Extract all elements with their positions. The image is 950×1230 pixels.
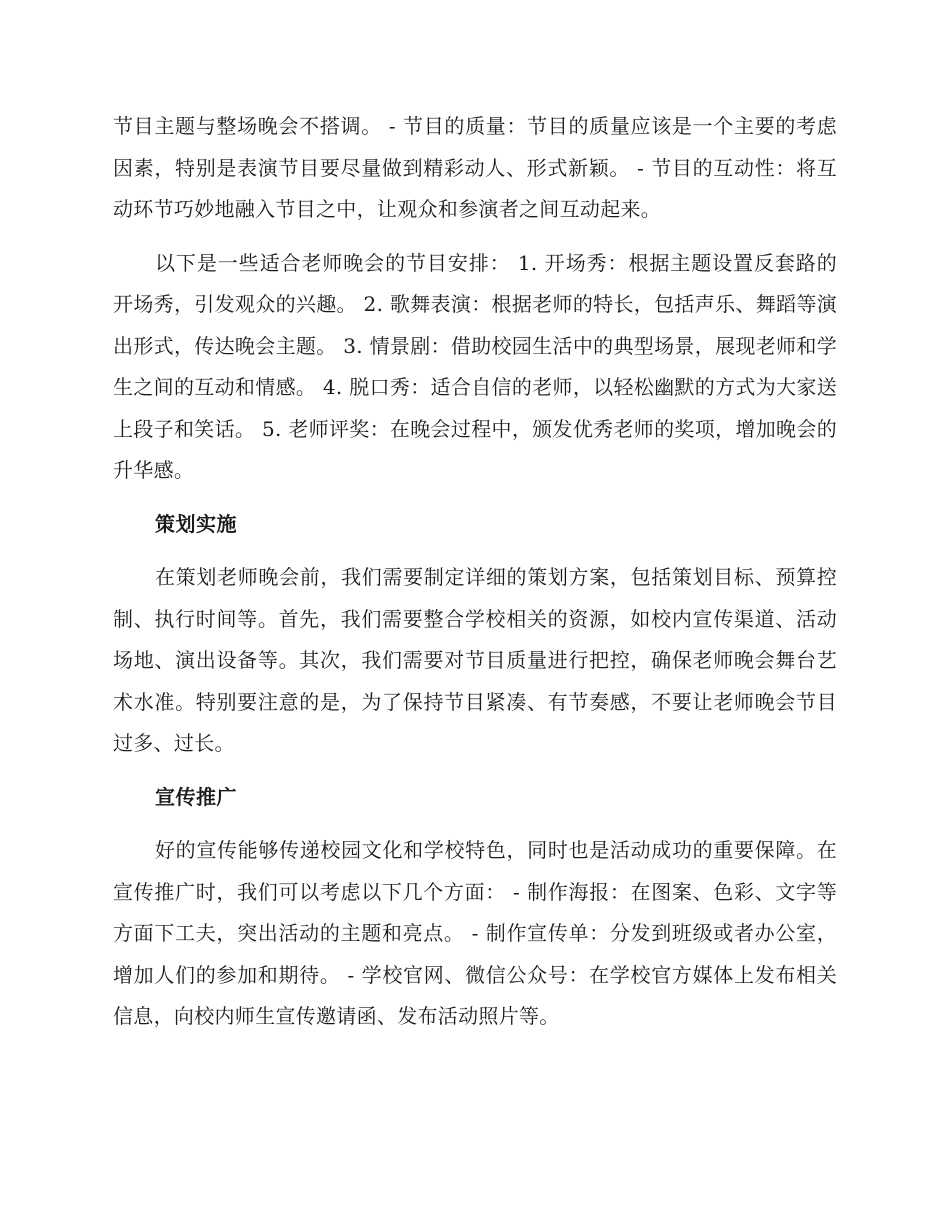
paragraph-gap	[113, 492, 837, 504]
heading-planning-implementation: 策划实施	[155, 511, 237, 536]
paragraph-program-criteria: 节目主题与整场晚会不搭调。 - 节目的质量：节目的质量应该是一个主要的考虑因素，特别是表演节目要尽量做到精彩动人、形式新颖。 - 节目的互动性：将互动环节巧妙地融入节目之中，让观众和参演者之间互动起来。	[113, 114, 837, 221]
paragraph-planning: 在策划老师晚会前，我们需要制定详细的策划方案，包括策划目标、预算控制、执行时间等。首先，我们需要整合学校相关的资源，如校内宣传渠道、活动场地、演出设备等。其次，我们需要对节目质量进行把控，确保老师晚会舞台艺术水准。特别要注意的是，为了保持节目紧凑、有节奏感，不要让老师晚会节目过多、过长。	[113, 565, 837, 755]
paragraph-gap	[113, 765, 837, 777]
paragraph-gap	[113, 231, 837, 243]
paragraph-program-list: 以下是一些适合老师晚会的节目安排： 1. 开场秀：根据主题设置反套路的开场秀，引发观众的兴趣。 2. 歌舞表演：根据老师的特长，包括声乐、舞蹈等演出形式，传达晚会主题。 3. 情景剧：借助校园生活中的典型场景，展现老师和学生之间的互动和情感。 4. 脱口秀：适合自信的老师，以轻松幽默的方式为大家送上段子和笑话。 5. 老师评奖：在晚会过程中，颁发优秀老师的奖项，增加晚会的升华感。	[113, 250, 837, 482]
document-body	[113, 106, 837, 1038]
paragraph-gap	[113, 545, 837, 557]
heading-promotion: 宣传推广	[155, 784, 237, 809]
paragraph-promotion: 好的宣传能够传递校园文化和学校特色，同时也是活动成功的重要保障。在宣传推广时，我们可以考虑以下几个方面： - 制作海报：在图案、色彩、文字等方面下工夫，突出活动的主题和亮点。 - 制作宣传单：分发到班级或者办公室，增加人们的参加和期待。 - 学校官网、微信公众号：在学校官方媒体上发布相关信息，向校内师生宣传邀请函、发布活动照片等。	[113, 838, 837, 1028]
paragraph-gap	[113, 818, 837, 830]
